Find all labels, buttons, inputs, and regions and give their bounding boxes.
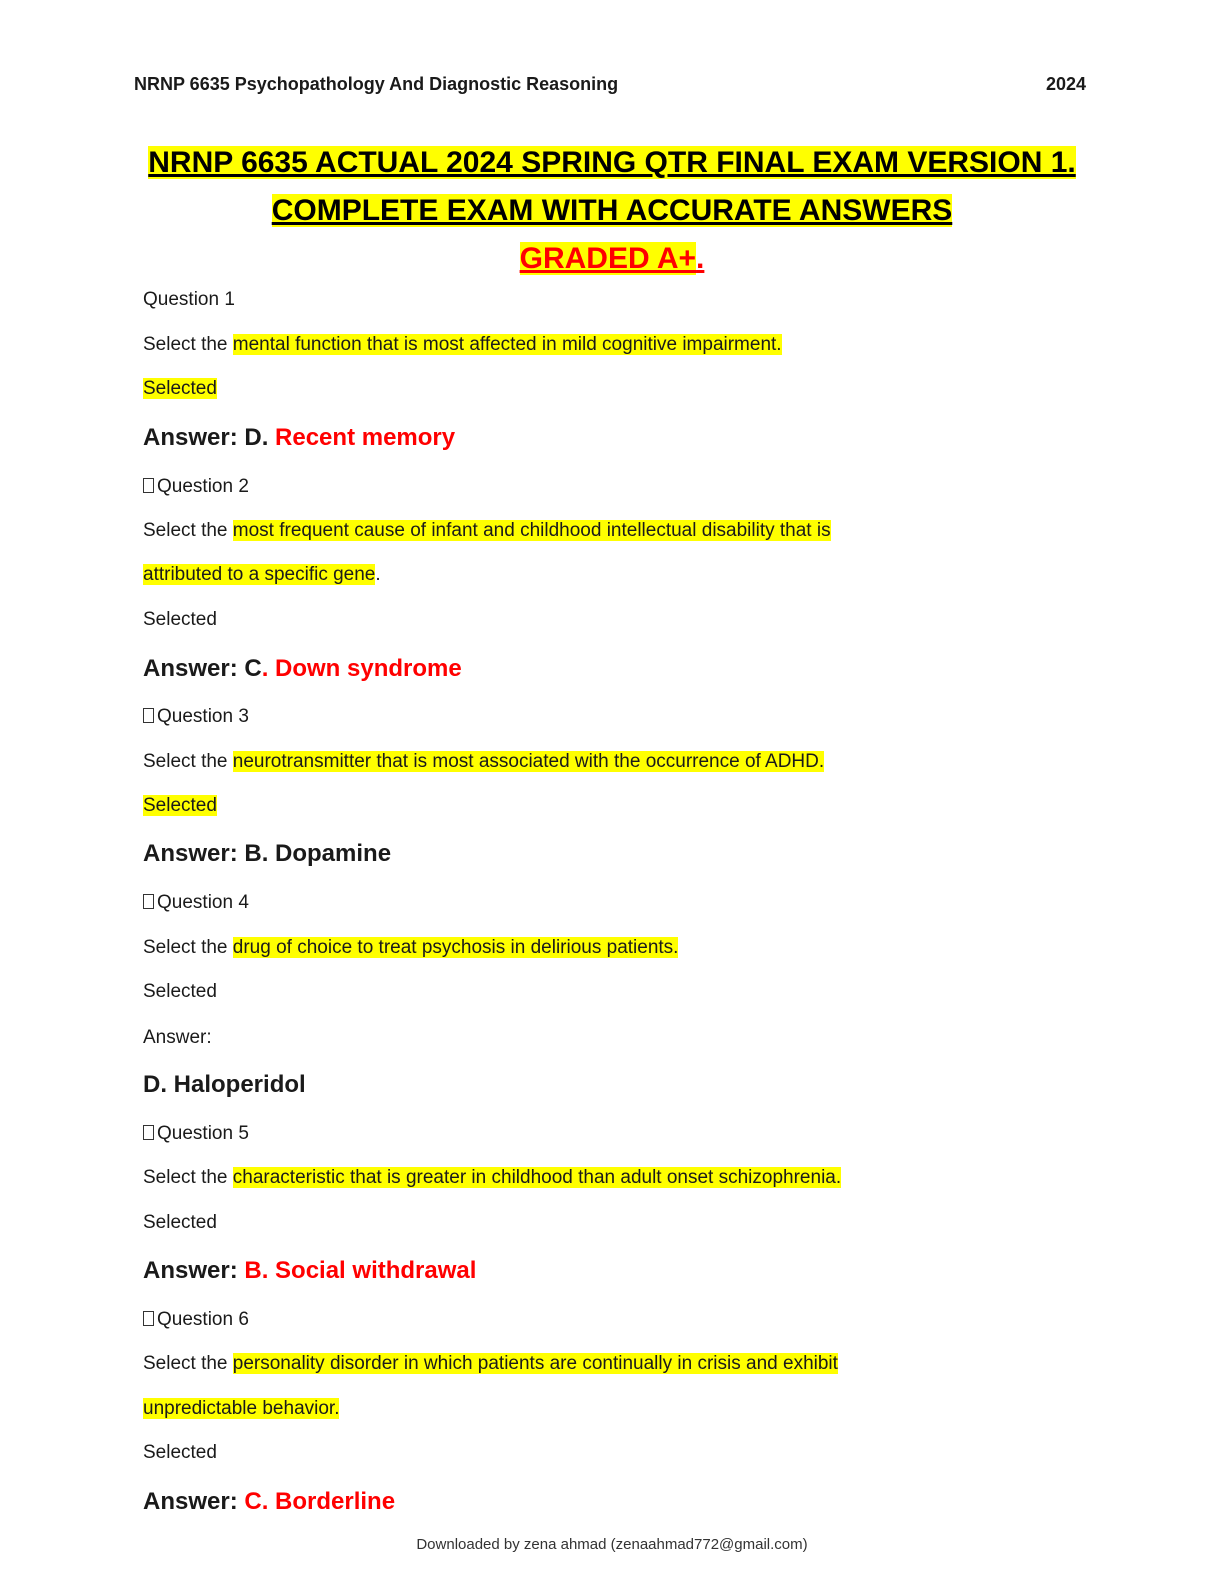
download-footer: Downloaded by zena ahmad (zenaahmad772@gmail.com) xyxy=(416,1536,808,1553)
title-grade-dot: . xyxy=(696,242,705,275)
selected-label: Selected xyxy=(143,795,217,816)
question-5-selected: Selected xyxy=(143,1212,217,1233)
question-1-answer xyxy=(143,424,455,452)
question-4-answer-value: D. Haloperidol xyxy=(143,1071,306,1098)
select-the-text: Select the xyxy=(143,1167,233,1188)
answer-prefix: Answer: xyxy=(143,1488,245,1515)
select-the-text: Select the xyxy=(143,937,233,958)
question-4-prompt xyxy=(143,937,678,959)
question-6-answer xyxy=(143,1488,395,1516)
question-6-prompt-line1 xyxy=(143,1353,838,1375)
select-the-text: Select the xyxy=(143,1353,233,1374)
checkbox-glyph-icon xyxy=(143,894,154,909)
question-6-text-line2: unpredictable behavior. xyxy=(143,1398,340,1419)
question-6-label-text: Question 6 xyxy=(157,1309,249,1330)
page-title-line1 xyxy=(0,146,1224,180)
question-4-selected: Selected xyxy=(143,981,217,1002)
page-title-line3 xyxy=(0,242,1224,276)
answer-value: B. Social withdrawal xyxy=(244,1257,477,1284)
question-1-selected xyxy=(143,378,217,400)
question-5-answer xyxy=(143,1257,476,1285)
question-6-prompt-line2 xyxy=(143,1398,339,1420)
question-2-label-text: Question 2 xyxy=(157,476,249,497)
answer-prefix: Answer: xyxy=(143,1257,245,1284)
question-1-prompt xyxy=(143,334,782,356)
question-6-text-line1: personality disorder in which patients are continually in crisis and exhibit xyxy=(232,1353,838,1374)
title-line2-text: COMPLETE EXAM WITH ACCURATE ANSWERS xyxy=(271,194,953,227)
page-title-line2 xyxy=(0,194,1224,228)
question-2-text-tail: . xyxy=(375,564,381,585)
question-5-label xyxy=(143,1123,249,1145)
answer-value: Recent memory xyxy=(275,424,456,451)
question-2-prompt-line1 xyxy=(143,520,831,542)
selected-label: Selected xyxy=(143,378,217,399)
question-1-label: Question 1 xyxy=(143,289,235,310)
question-2-text-line2: attributed to a specific gene xyxy=(143,564,376,585)
checkbox-glyph-icon xyxy=(143,1125,154,1140)
question-4-answer-label: Answer: xyxy=(143,1027,212,1048)
question-2-text-line1: most frequent cause of infant and childhood intellectual disability that is xyxy=(232,520,831,541)
running-header-course: NRNP 6635 Psychopathology And Diagnostic Reasoning xyxy=(134,74,619,94)
select-the-text: Select the xyxy=(143,520,233,541)
select-the-text: Select the xyxy=(143,751,233,772)
question-2-selected: Selected xyxy=(143,609,217,630)
question-2-answer xyxy=(143,655,462,683)
question-5-text: characteristic that is greater in childhood than adult onset schizophrenia. xyxy=(232,1167,842,1188)
question-2-label xyxy=(143,476,249,498)
question-2-prompt-line2 xyxy=(143,564,381,586)
question-3-prompt xyxy=(143,751,824,773)
title-grade-text: GRADED A+ xyxy=(519,242,697,275)
checkbox-glyph-icon xyxy=(143,1311,154,1326)
answer-prefix: Answer: C xyxy=(143,655,262,682)
running-header-year: 2024 xyxy=(1046,74,1087,94)
question-3-selected xyxy=(143,795,217,817)
answer-prefix: Answer: D. xyxy=(143,424,276,451)
title-line1-text: NRNP 6635 ACTUAL 2024 SPRING QTR FINAL EXAM VERSION 1. xyxy=(148,146,1076,179)
question-6-selected: Selected xyxy=(143,1442,217,1463)
question-4-label xyxy=(143,892,249,914)
question-5-label-text: Question 5 xyxy=(157,1123,249,1144)
checkbox-glyph-icon xyxy=(143,708,154,723)
question-4-label-text: Question 4 xyxy=(157,892,249,913)
answer-value: C. Borderline xyxy=(244,1488,396,1515)
select-the-text: Select the xyxy=(143,334,233,355)
question-5-prompt xyxy=(143,1167,841,1189)
question-3-text: neurotransmitter that is most associated with the occurrence of ADHD. xyxy=(232,751,825,772)
checkbox-glyph-icon xyxy=(143,478,154,493)
answer-value: . Down syndrome xyxy=(261,655,462,682)
question-6-label xyxy=(143,1309,249,1331)
question-3-label-text: Question 3 xyxy=(157,706,249,727)
question-1-text: mental function that is most affected in mild cognitive impairment. xyxy=(232,334,782,355)
question-4-text: drug of choice to treat psychosis in delirious patients. xyxy=(232,937,679,958)
question-3-answer: Answer: B. Dopamine xyxy=(143,840,392,867)
question-3-label xyxy=(143,706,249,728)
